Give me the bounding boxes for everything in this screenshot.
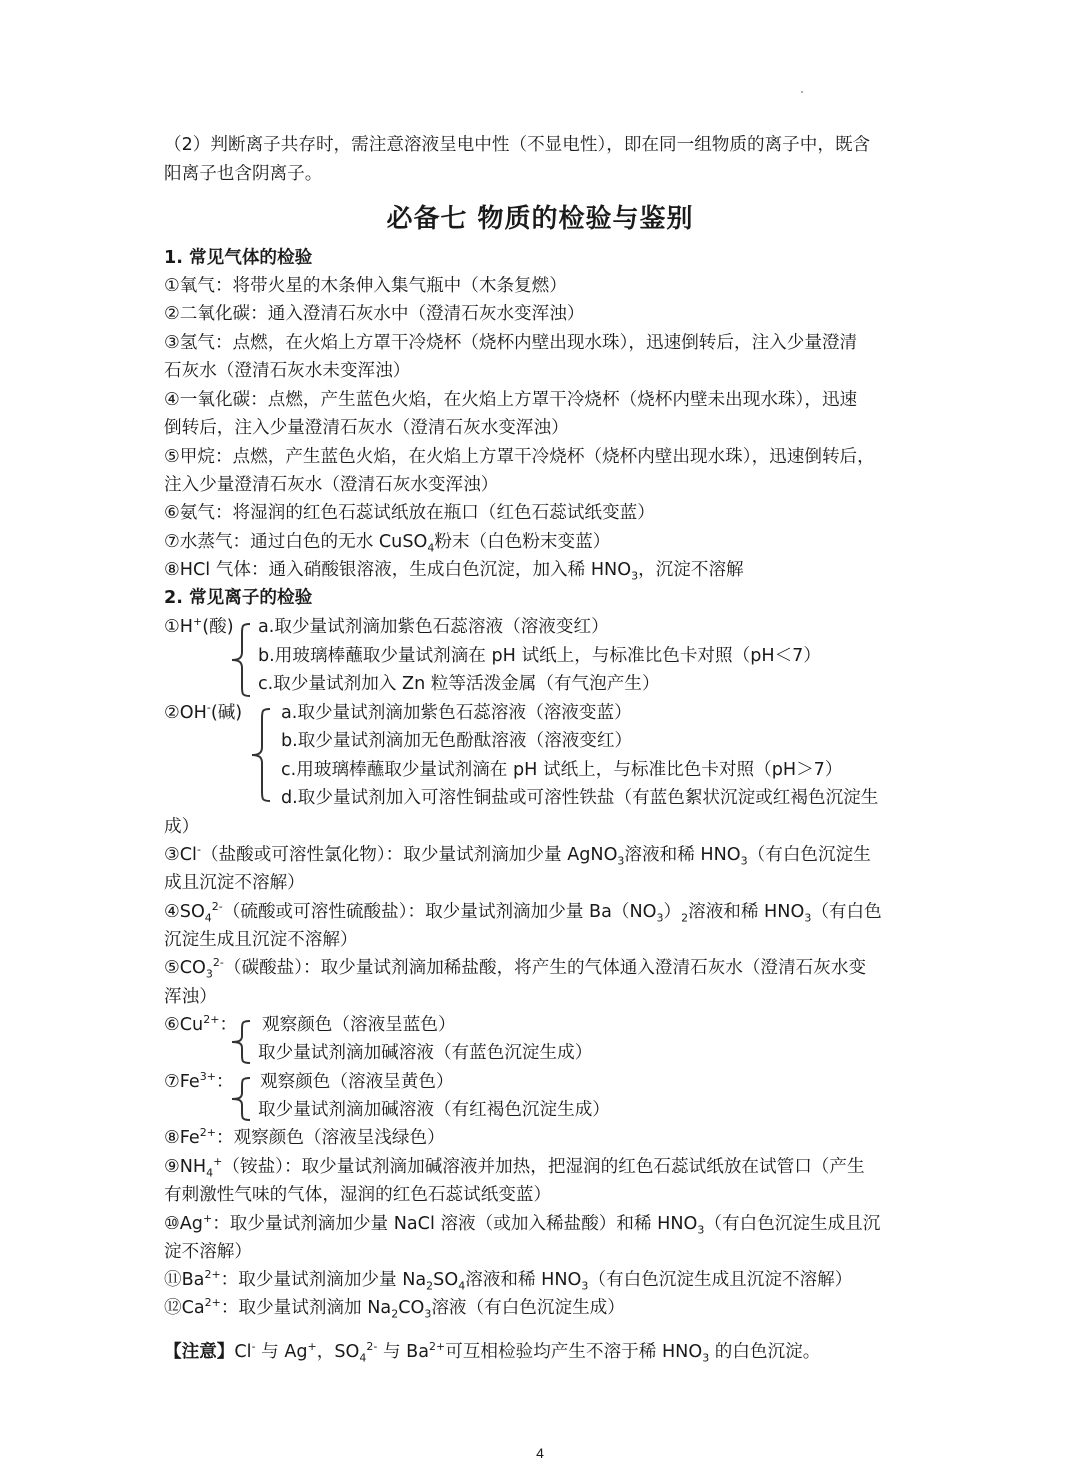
- gas-co-line-2: 倒转后，注入少量澄清石灰水（澄清石灰水变浑浊）: [164, 418, 569, 438]
- ion-oh-c: c.用玻璃棒蘸取少量试剂滴在 pH 试纸上，与标准比色卡对照（pH＞7）: [281, 760, 843, 780]
- ion-ca: $⑫Ca^{2+}$：取少量试剂滴加 $Na_2CO_3$溶液（有白色沉淀生成）: [164, 1296, 625, 1321]
- gas-nh3: ⑥氨气：将湿润的红色石蕊试纸放在瓶口（红色石蕊试纸变蓝）: [164, 503, 655, 523]
- ion-fe2: $⑧Fe^{2+}$：观察颜色（溶液呈浅绿色）: [164, 1126, 445, 1148]
- gas-h2-line-1: ③氢气：点燃，在火焰上方罩干冷烧杯（烧杯内壁出现水珠），迅速倒转后，注入少量澄清: [164, 333, 858, 353]
- ion-co3-line-1: $⑤CO_3^{2-}$（碳酸盐）：取少量试剂滴加稀盐酸，将产生的气体通入澄清石灰水（澄清石灰水变: [164, 956, 867, 981]
- page-number: 4: [536, 1445, 544, 1461]
- ion-h-label: ①H+(酸): [164, 615, 234, 637]
- note-label: 【注意】: [164, 1342, 235, 1362]
- gas-co-line-1: ④一氧化碳：点燃，产生蓝色火焰，在火焰上方罩干冷烧杯（烧杯内壁未出现水珠），迅速: [164, 390, 858, 410]
- ion-oh-brace: [240, 705, 280, 805]
- section-title: 必备七 物质的检验与鉴别: [386, 204, 694, 234]
- note-line: 【注意】Cl- 与 Ag+，$SO_4^{2-}$ 与 $Ba^{2+}$可互相检验均产生不溶于稀 $HNO_3$ 的白色沉淀。: [164, 1340, 821, 1365]
- gas-heading: 1. 常见气体的检验: [164, 248, 313, 268]
- intro-line-2: 阳离子也含阴离子。: [164, 164, 323, 184]
- ion-cl-line-2: 成且沉淀不溶解）: [164, 873, 305, 893]
- gas-ch4-line-1: ⑤甲烷：点燃，产生蓝色火焰，在火焰上方罩干冷烧杯（烧杯内壁出现水珠），迅速倒转后，: [164, 447, 875, 467]
- gas-h2-line-2: 石灰水（澄清石灰水未变浑浊）: [164, 361, 411, 381]
- ion-fe3-label: $⑦Fe^{3+}$：: [164, 1070, 234, 1092]
- gas-co2: ②二氧化碳：通入澄清石灰水中（澄清石灰水变浑浊）: [164, 304, 585, 324]
- ion-oh-d-cont: 成）: [164, 817, 200, 837]
- ion-ag-line-2: 淀不溶解）: [164, 1242, 252, 1262]
- ion-cu-label: $⑥Cu^{2+}$：: [164, 1013, 238, 1035]
- scan-speck: [801, 91, 803, 93]
- ion-h-b: b.用玻璃棒蘸取少量试剂滴在 pH 试纸上，与标准比色卡对照（pH＜7）: [258, 646, 821, 666]
- ion-nh4-line-2: 有刺激性气味的气体，湿润的红色石蕊试纸变蓝）: [164, 1185, 552, 1205]
- gas-ch4-line-2: 注入少量澄清石灰水（澄清石灰水变浑浊）: [164, 475, 499, 495]
- ion-ag-line-1: ⑩Ag+：取少量试剂滴加少量 NaCl 溶液（或加入稀盐酸）和稀 $HNO_3$（有白色沉淀生成且沉: [164, 1212, 881, 1237]
- ion-cu-a: 观察颜色（溶液呈蓝色）: [262, 1015, 456, 1035]
- ion-heading: 2. 常见离子的检验: [164, 588, 313, 608]
- ion-ba: $⑪Ba^{2+}$：取少量试剂滴加少量 $Na_2SO_4$溶液和稀 $HNO_3$（有白色沉淀生成且沉淀不溶解）: [164, 1268, 853, 1293]
- ion-h-c: c.取少量试剂加入 Zn 粒等活泼金属（有气泡产生）: [258, 674, 660, 694]
- ion-fe3-b: 取少量试剂滴加碱溶液（有红褐色沉淀生成）: [258, 1100, 610, 1120]
- ion-oh-label: ②OH-(碱): [164, 701, 243, 723]
- gas-o2: ①氧气：将带火星的木条伸入集气瓶中（木条复燃）: [164, 276, 567, 296]
- ion-cu-brace: [228, 1017, 258, 1067]
- ion-h-brace: [228, 620, 258, 700]
- ion-co3-line-2: 浑浊）: [164, 987, 217, 1007]
- ion-cu-b: 取少量试剂滴加碱溶液（有蓝色沉淀生成）: [258, 1043, 593, 1063]
- ion-fe3-a: 观察颜色（溶液呈黄色）: [260, 1072, 454, 1092]
- gas-h2o: ⑦水蒸气：通过白色的无水 CuSO$_4$粉末（白色粉末变蓝）: [164, 532, 611, 555]
- intro-line-1: （2）判断离子共存时，需注意溶液呈电中性（不显电性），即在同一组物质的离子中，既含: [164, 135, 871, 155]
- ion-so4-line-1: $④SO_4^{2-}$（硫酸或可溶性硫酸盐）：取少量试剂滴加少量 $Ba(NO_3)_2$溶液和稀 $HNO_3$（有白色: [164, 900, 882, 925]
- ion-oh-d: d.取少量试剂加入可溶性铜盐或可溶性铁盐（有蓝色絮状沉淀或红褐色沉淀生: [281, 788, 879, 808]
- gas-hcl: ⑧HCl 气体：通入硝酸银溶液，生成白色沉淀，加入稀 $HNO_3$，沉淀不溶解: [164, 560, 744, 583]
- ion-oh-a: a.取少量试剂滴加紫色石蕊溶液（溶液变蓝）: [281, 703, 632, 723]
- ion-oh-b: b.取少量试剂滴加无色酚酞溶液（溶液变红）: [281, 731, 633, 751]
- ion-h-a: a.取少量试剂滴加紫色石蕊溶液（溶液变红）: [258, 617, 609, 637]
- ion-fe3-brace: [228, 1074, 258, 1124]
- ion-so4-line-2: 沉淀生成且沉淀不溶解）: [164, 930, 358, 950]
- ion-nh4-line-1: $⑨NH_4^+$（铵盐）：取少量试剂滴加碱溶液并加热，把湿润的红色石蕊试纸放在试管口（产生: [164, 1155, 865, 1180]
- ion-cl-line-1: ③Cl-（盐酸或可溶性氯化物）：取少量试剂滴加少量 AgNO$_3$溶液和稀 $HNO_3$（有白色沉淀生: [164, 843, 871, 868]
